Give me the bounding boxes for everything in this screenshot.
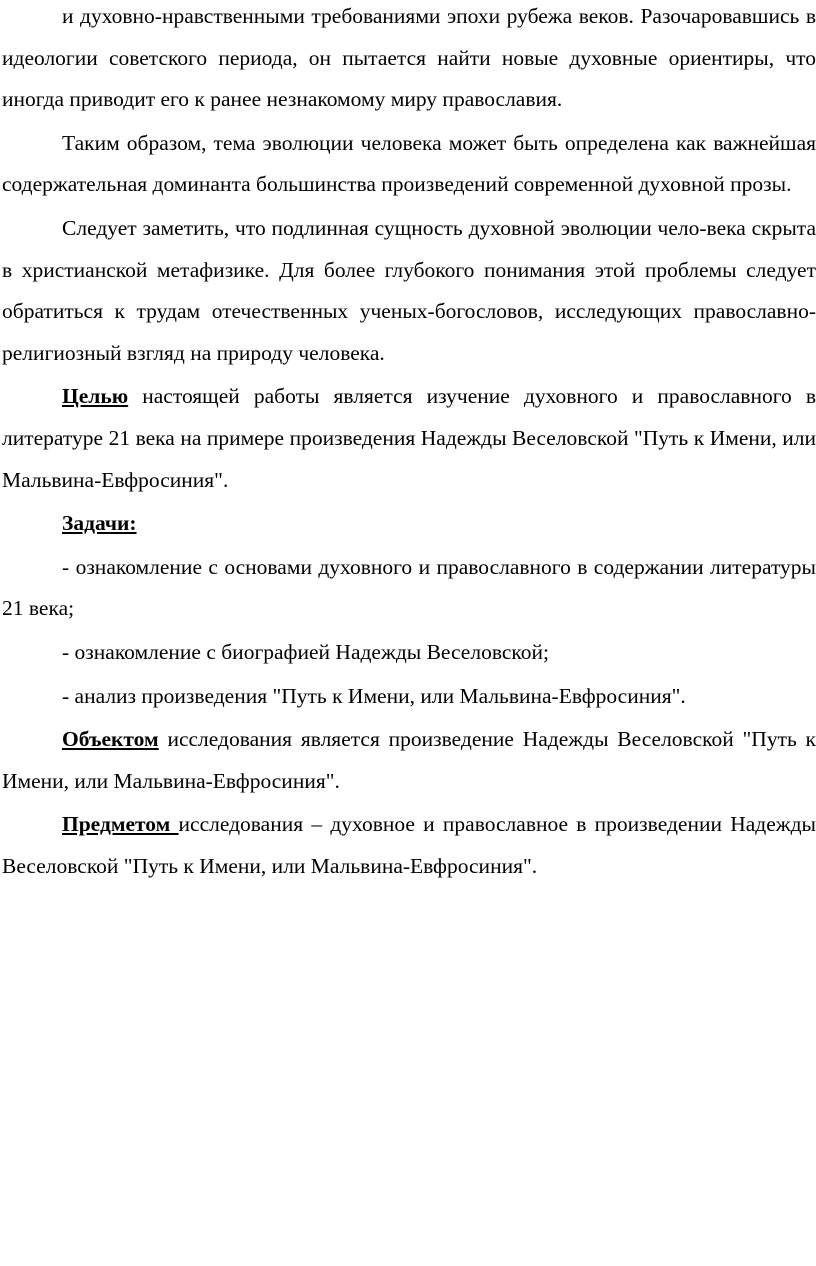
task-item-1: - ознакомление с основами духовного и православного в содержании литературы 21 века; [2,554,816,621]
task-item-2: - ознакомление с биографией Надежды Веселовской; [62,639,549,664]
paragraph-goal [2,376,816,501]
subject-text: исследования – духовное и православное в произведении Надежды Веселовской "Путь к Имени, или Мальвина-Евфросиния". [2,812,816,878]
paragraph-continuation-rest: Разочаровавшись в идеологии советского периода, он пытается найти новые духовные ориентиры, что иногда приводит его к ранее незнакомому миру православия. [2,4,816,112]
goal-label: Целью [62,384,129,409]
paragraph-object [2,719,816,802]
paragraph-evolution-theme: Таким образом, тема эволюции человека может быть определена как важнейшая содержательная доминанта большинства произведений современной духовной прозы. [2,130,816,197]
goal-text: настоящей работы является изучение духовного и православного в литературе 21 века на примере произведения Надежды Веселовской "Путь к Имени, или Мальвина-Евфросиния". [2,384,816,492]
paragraph-continuation [2,0,816,121]
object-text: исследования является произведение Надежды Веселовской "Путь к Имени, или Мальвина-Евфросиния". [2,727,816,793]
paragraph-christian-metaphysics: Следует заметить, что подлинная сущность духовной эволюции чело-века скрыта в христианской метафизике. Для более глубокого понимания этой проблемы следует обратиться к трудам отечественных ученых-богословов, исследующих православно-религиозный взгляд на природу человека. [2,215,816,365]
object-label: Объектом [62,727,159,752]
task-item-3: - анализ произведения "Путь к Имени, или Мальвина-Евфросиния". [62,683,686,708]
paragraph-continuation-first-line: и духовно-нравственными требованиями эпохи рубежа веков. [62,4,634,28]
paragraph-subject [2,804,816,887]
tasks-heading [2,503,816,545]
tasks-label: Задачи: [62,511,137,536]
subject-label: Предметом [62,812,179,837]
